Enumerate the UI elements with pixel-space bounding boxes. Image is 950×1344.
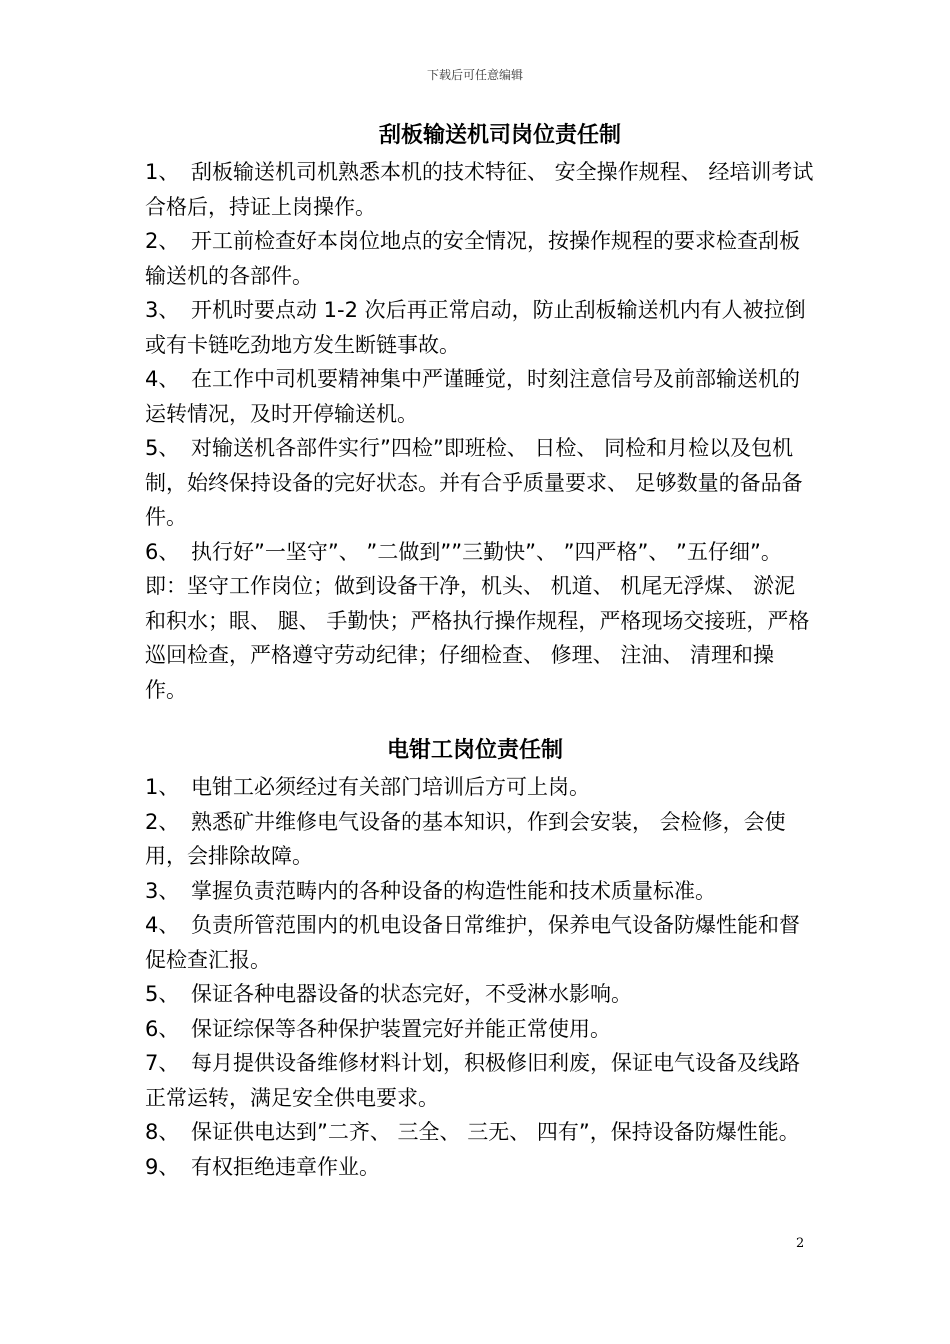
item-number: 5、 [145, 436, 180, 460]
item-number: 2、 [145, 229, 180, 253]
item-text: 保证各种电器设备的状态完好，不受淋水影响。 [191, 982, 632, 1006]
list-item [145, 224, 815, 293]
list-item [145, 293, 815, 362]
item-number: 3、 [145, 878, 180, 903]
duty-list-scraper-conveyor [145, 155, 815, 707]
item-text: 每月提供设备维修材料计划，积极修旧利废，保证电气设备及线路正常运转，满足安全供电要求。 [145, 1051, 800, 1110]
item-text: 熟悉矿井维修电气设备的基本知识，作到会安装， 会检修，会使用，会排除故障。 [145, 809, 786, 868]
section-title-scraper-conveyor: 刮板输送机司岗位责任制 [378, 123, 621, 148]
item-number: 4、 [145, 913, 180, 937]
item-number: 6、 [145, 539, 180, 564]
item-text: 电钳工必须经过有关部门培训后方可上岗。 [191, 775, 590, 799]
list-item [145, 770, 815, 805]
item-text: 负责所管范围内的机电设备日常维护，保养电气设备防爆性能和督促检查汇报。 [145, 913, 800, 972]
item-text: 有权拒绝违章作业。 [191, 1154, 380, 1179]
item-number: 9、 [145, 1154, 180, 1179]
item-text: 对输送机各部件实行”四检”即班检、 日检、 同检和月检以及包机制，始终保持设备的完好状态。并有合乎质量要求、 足够数量的备品备件。 [145, 436, 803, 529]
item-number: 3、 [145, 298, 180, 322]
item-text: 保证供电达到”二齐、 三全、 三无、 四有”，保持设备防爆性能。 [191, 1120, 800, 1144]
list-item [145, 535, 815, 708]
list-item [145, 1012, 815, 1047]
item-number: 8、 [145, 1120, 180, 1144]
item-text: 开机时要点动 1-2 次后再正常启动，防止刮板输送机内有人被拉倒或有卡链吃劲地方发生断链事故。 [145, 298, 806, 357]
item-text: 掌握负责范畴内的各种设备的构造性能和技术质量标准。 [191, 878, 716, 903]
list-item [145, 155, 815, 224]
section-title-electrician: 电钳工岗位责任制 [386, 738, 563, 763]
duty-list-electrician [145, 770, 815, 1184]
list-item [145, 1150, 815, 1185]
list-item [145, 1046, 815, 1115]
item-number: 4、 [145, 367, 180, 391]
page-number: 2 [796, 1236, 805, 1251]
item-number: 7、 [145, 1051, 180, 1075]
list-item [145, 362, 815, 431]
item-number: 6、 [145, 1016, 180, 1041]
list-item [145, 431, 815, 535]
item-number: 1、 [145, 160, 180, 184]
list-item [145, 874, 815, 909]
item-text: 执行好”一坚守”、 ”二做到””三勤快”、 ”四严格”、 ”五仔细”。即：坚守工作岗位；做到设备干净，机头、 机道、 机尾无浮煤、 淤泥和积水；眼、 腿、 手勤快；严格执行操作规程，严格现场交接班，严格巡回检查，严格遵守劳动纪律；仔细检查、 修理、 注油、 清理和操作。 [145, 539, 810, 702]
item-text: 刮板输送机司机熟悉本机的技术特征、 安全操作规程、 经培训考试合格后，持证上岗操作。 [145, 160, 814, 219]
item-number: 2、 [145, 809, 180, 834]
list-item [145, 977, 815, 1012]
list-item [145, 908, 815, 977]
header-note: 下载后可任意编辑 [426, 68, 523, 82]
list-item [145, 805, 815, 874]
item-text: 开工前检查好本岗位地点的安全情况，按操作规程的要求检查刮板输送机的各部件。 [145, 229, 800, 288]
item-text: 在工作中司机要精神集中严谨睡觉，时刻注意信号及前部输送机的运转情况，及时开停输送机。 [145, 367, 800, 426]
list-item [145, 1115, 815, 1150]
item-number: 5、 [145, 982, 180, 1006]
item-text: 保证综保等各种保护装置完好并能正常使用。 [191, 1016, 611, 1041]
item-number: 1、 [145, 775, 180, 799]
